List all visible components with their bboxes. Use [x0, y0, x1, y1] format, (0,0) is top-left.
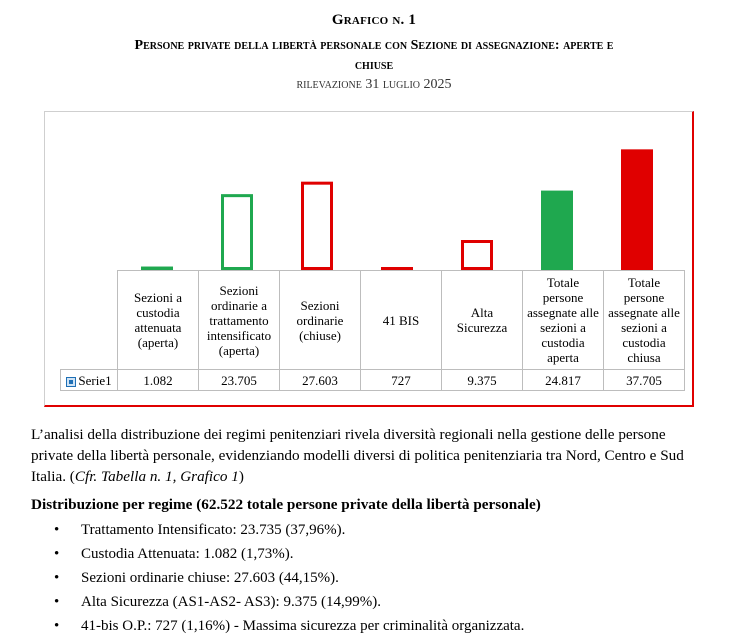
- regime-list: [31, 519, 524, 639]
- analysis-paragraph: [31, 424, 711, 487]
- bar: [541, 191, 573, 270]
- bar: [463, 242, 492, 269]
- data-label: 27.603: [280, 370, 361, 391]
- series-legend: [61, 370, 118, 391]
- category-label: Alta Sicurezza: [442, 271, 523, 370]
- bar: [303, 183, 332, 268]
- data-label: 9.375: [442, 370, 523, 391]
- survey-date: rilevazione 31 luglio 2025: [296, 77, 452, 92]
- category-label: Sezioni a custodia attenuata (aperta): [118, 271, 199, 370]
- data-label: 37.705: [604, 370, 685, 391]
- list-item: • Sezioni ordinarie chiuse: 27.603 (44,15%).: [31, 567, 524, 591]
- list-item: • 41-bis O.P.: 727 (1,16%) - Massima sicurezza per criminalità organizzata.: [31, 615, 524, 639]
- category-row: [61, 271, 685, 370]
- bar: [223, 196, 252, 269]
- data-label: 23.705: [199, 370, 280, 391]
- list-item: • Trattamento Intensificato: 23.735 (37,96%).: [31, 519, 524, 543]
- category-label: Totale persone assegnate alle sezioni a custodia chiusa: [604, 271, 685, 370]
- bar: [143, 268, 172, 269]
- value-row: [61, 370, 685, 391]
- paragraph-close: ): [238, 468, 244, 485]
- paragraph-reference: Cfr. Tabella n. 1, Grafico 1: [74, 468, 239, 485]
- category-label: Totale persone assegnate alle sezioni a custodia aperta: [523, 271, 604, 370]
- section-title: Distribuzione per regime (62.522 totale persone private della libertà personale): [31, 496, 541, 513]
- figure-subtitle-line2: chiuse: [354, 58, 394, 73]
- series-name: Serie1: [78, 372, 112, 388]
- corner-cell: [61, 271, 118, 370]
- data-label: 727: [361, 370, 442, 391]
- list-item: • Alta Sicurezza (AS1-AS2- AS3): 9.375 (14,99%).: [31, 591, 524, 615]
- chart-data-table: [60, 270, 685, 391]
- figure-subtitle-line1: Persone private della libertà personale con Sezione di assegnazione: aperte e: [134, 38, 614, 53]
- legend-key-icon: [66, 377, 76, 387]
- paragraph-text: L’analisi della distribuzione dei regimi penitenziari rivela diversità regionali nella gestione delle persone private della libertà personale, evidenziando modelli diversi di politica penitenziaria tra Nord, Centro e Sud Italia. (: [31, 426, 684, 485]
- category-label: Sezioni ordinarie a trattamento intensificato (aperta): [199, 271, 280, 370]
- bar: [621, 149, 653, 270]
- figure-title: Grafico n. 1: [331, 12, 417, 28]
- list-item: • Custodia Attenuata: 1.082 (1,73%).: [31, 543, 524, 567]
- data-label: 24.817: [523, 370, 604, 391]
- category-label: Sezioni ordinarie (chiuse): [280, 271, 361, 370]
- category-label: 41 BIS: [361, 271, 442, 370]
- data-label: 1.082: [118, 370, 199, 391]
